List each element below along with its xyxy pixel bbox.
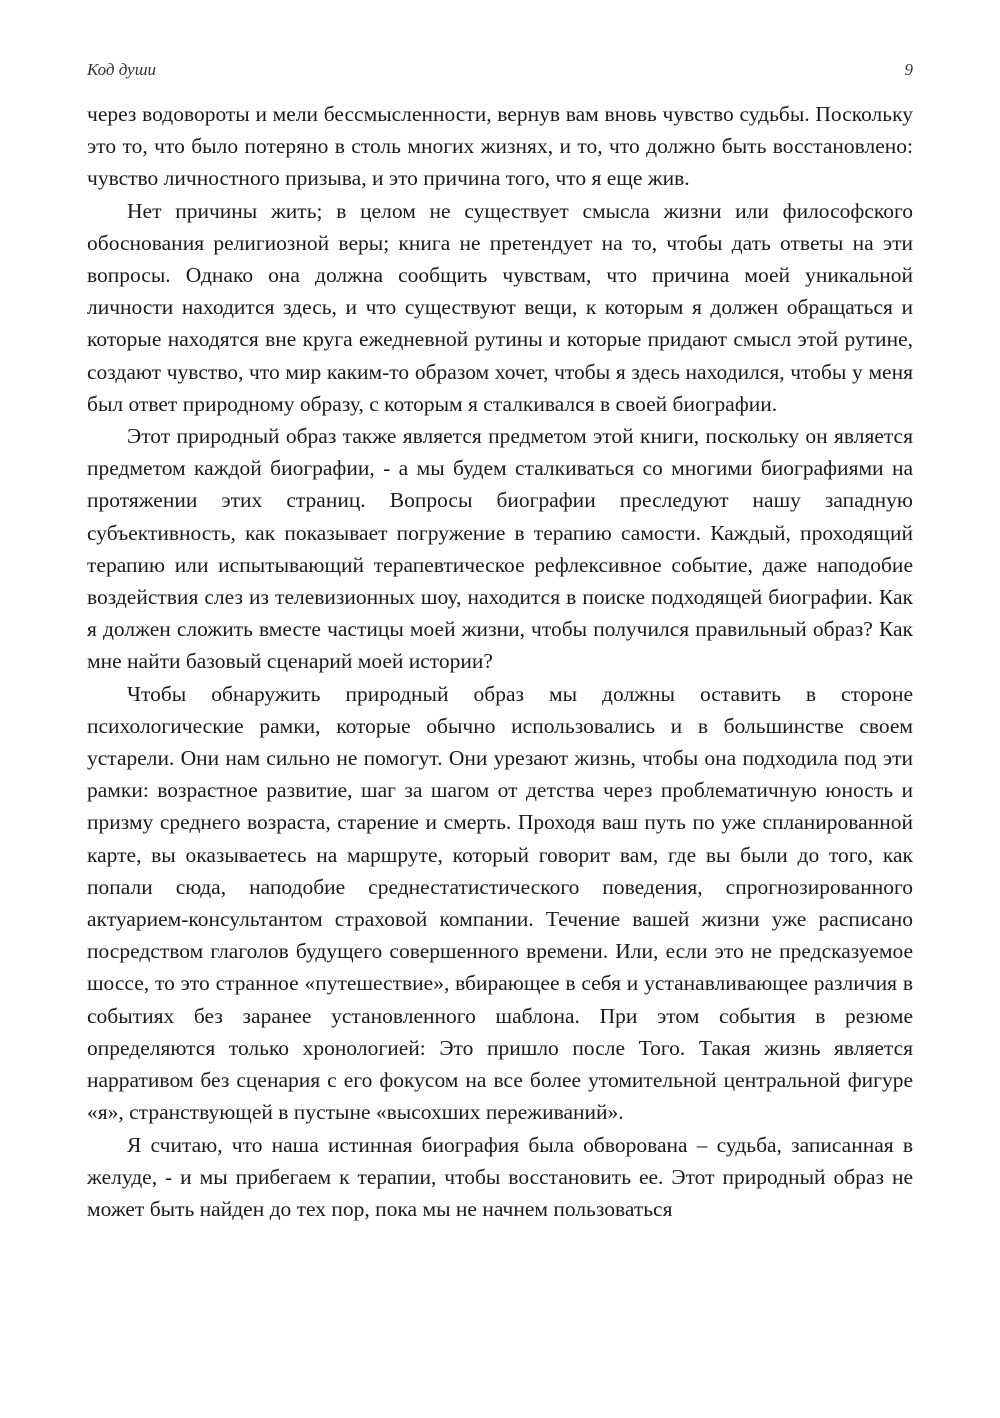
running-title: Код души (87, 60, 157, 79)
paragraph: Я считаю, что наша истинная биография была обворована – судьба, записанная в желуде, - и мы прибегаем к терапии, чтобы восстановить ее. Этот природный образ не может быть найден до тех пор, пока мы не начнем пользоваться (87, 1132, 913, 1221)
paragraph: Этот природный образ также является предметом этой книги, поскольку он является предметом каждой биографии, - а мы будем сталкиваться со многими биографиями на протяжении этих страниц. Вопросы биографии преследуют нашу западную субъективность, как показывает погружение в терапию самости. Каждый, проходящий терапию или испытывающий терапевтическое рефлексивное событие, даже наподобие воздействия слез из телевизионных шоу, находится в поиске подходящей биографии. Как я должен сложить вместе частицы моей жизни, чтобы получился правильный образ? Как мне найти базовый сценарий моей истории? (87, 424, 913, 674)
paragraph: Нет причины жить; в целом не существует смысла жизни или философского обоснования религиозной веры; книга не претендует на то, чтобы дать ответы на эти вопросы. Однако она должна сообщить чувствам, что причина моей уникальной личности находится здесь, и что существуют вещи, к которым я должен обращаться и которые находятся вне круга ежедневной рутины и которые придают смысл этой рутине, создают чувство, что мир каким-то образом хочет, чтобы я здесь находился, чтобы у меня был ответ природному образу, с которым я сталкивался в своей биографии. (87, 198, 913, 416)
paragraph: Чтобы обнаружить природный образ мы должны оставить в стороне психологические рамки, которые обычно использовались и в большинстве своем устарели. Они нам сильно не помогут. Они урезают жизнь, чтобы она подходила под эти рамки: возрастное развитие, шаг за шагом от детства через проблематичную юность и призму среднего возраста, старение и смерть. Проходя ваш путь по уже спланированной карте, вы оказываетесь на маршруте, который говорит вам, где вы были до того, как попали сюда, наподобие среднестатистического поведения, спрогнозированного актуарием-консультантом страховой компании. Течение вашей жизни уже расписано посредством глаголов будущего совершенного времени. Или, если это не предсказуемое шоссе, то это странное «путешествие», вбирающее в себя и устанавливающее различия в событиях без заранее установленного шаблона. При этом события в резюме определяются только хронологией: Это пришло после Того. Такая жизнь является нарративом без сценария с его фокусом на все более утомительной центральной фигуре «я», странствующей в пустыне «высохших переживаний». (87, 681, 913, 1125)
body-text (87, 98, 913, 1225)
page-number: 9 (904, 60, 913, 79)
running-head (87, 60, 913, 86)
paragraph: через водовороты и мели бессмысленности, вернув вам вновь чувство судьбы. Поскольку это то, что было потеряно в столь многих жизнях, и то, что должно быть восстановлено: чувство личностного призыва, и это причина того, что я еще жив. (87, 102, 913, 191)
